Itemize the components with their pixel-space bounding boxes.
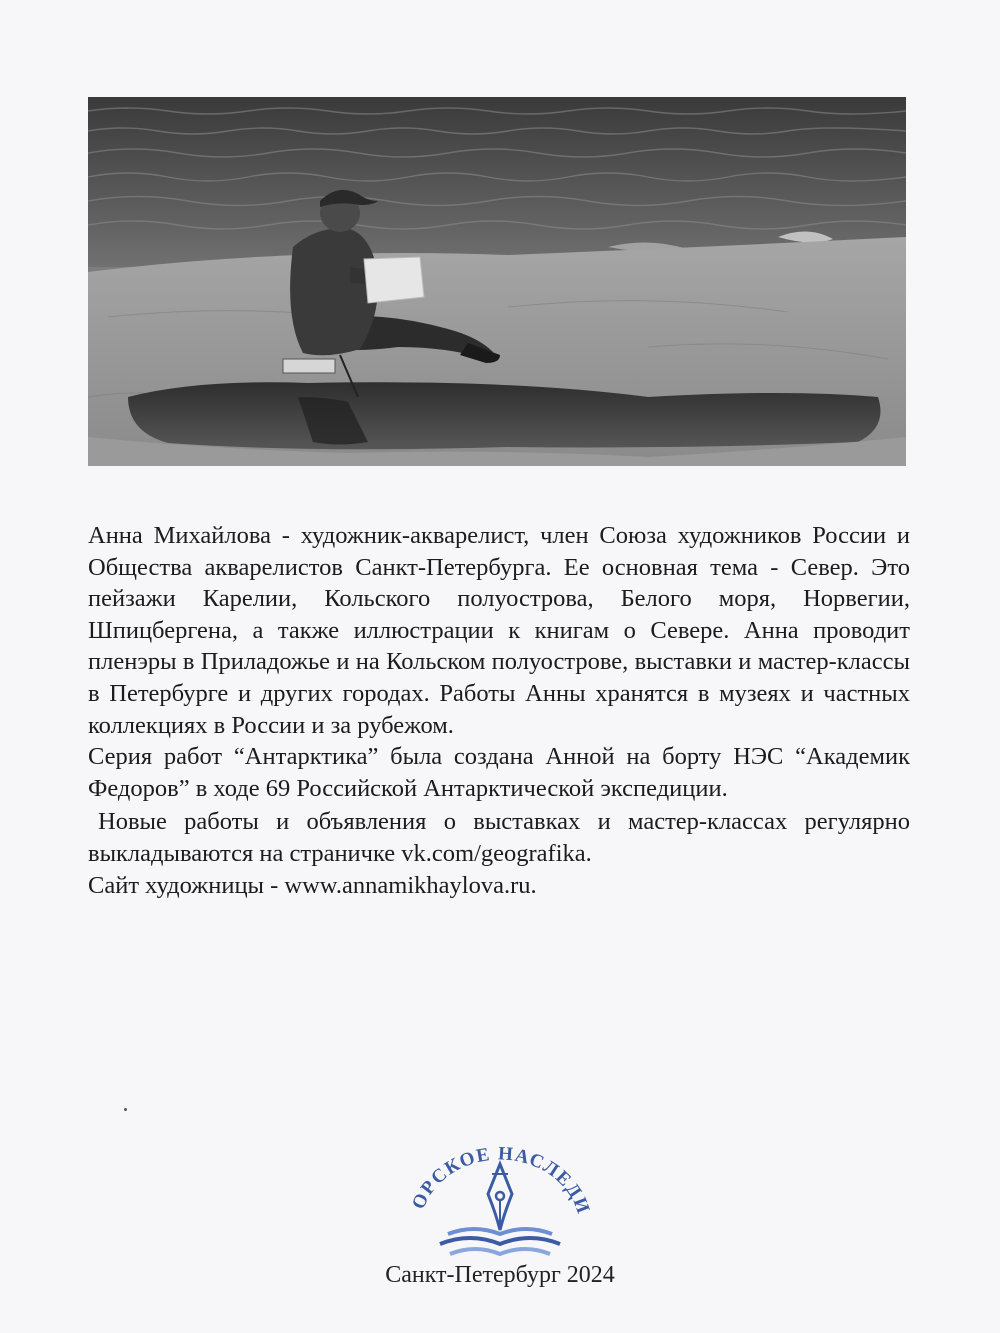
print-speck xyxy=(124,1108,127,1111)
bio-paragraph-2: Серия работ “Антарктика” была создана Анной на борту НЭС “Академик Федоров” в ходе 69 Российской Антарктической экспедиции. xyxy=(88,743,910,802)
bio-paragraph-1: Анна Михайлова - художник-акварелист, член Союза художников России и Общества акварелистов Санкт-Петербурга. Ее основная тема - Север. Это пейзажи Карелии, Кольского полуострова, Белого моря, Норвегии, Шпицбергена, а также иллюстрации к книгам о Севере. Анна проводит пленэры в Приладожье и на Кольском полуострове, выставки и мастер-классы в Петербурге и других городах. Работы Анны хранятся в музеях и частных коллекциях в России и за рубежом. xyxy=(88,522,910,739)
author-biography xyxy=(88,520,910,901)
imprint-city-year: Санкт-Петербург 2024 xyxy=(385,1262,615,1288)
bio-paragraph-3: Новые работы и объявления о выставках и мастер-классах регулярно выкладываются на страничке vk.com/geografika. xyxy=(88,808,910,867)
publisher-logo xyxy=(400,1122,600,1262)
pen-nib-book-waves-icon xyxy=(440,1164,560,1254)
bio-website: Сайт художницы - www.annamikhaylova.ru. xyxy=(88,871,537,899)
logo-text: ОРСКОЕ НАСЛЕДИ xyxy=(408,1143,594,1218)
artist-photo xyxy=(88,97,906,466)
